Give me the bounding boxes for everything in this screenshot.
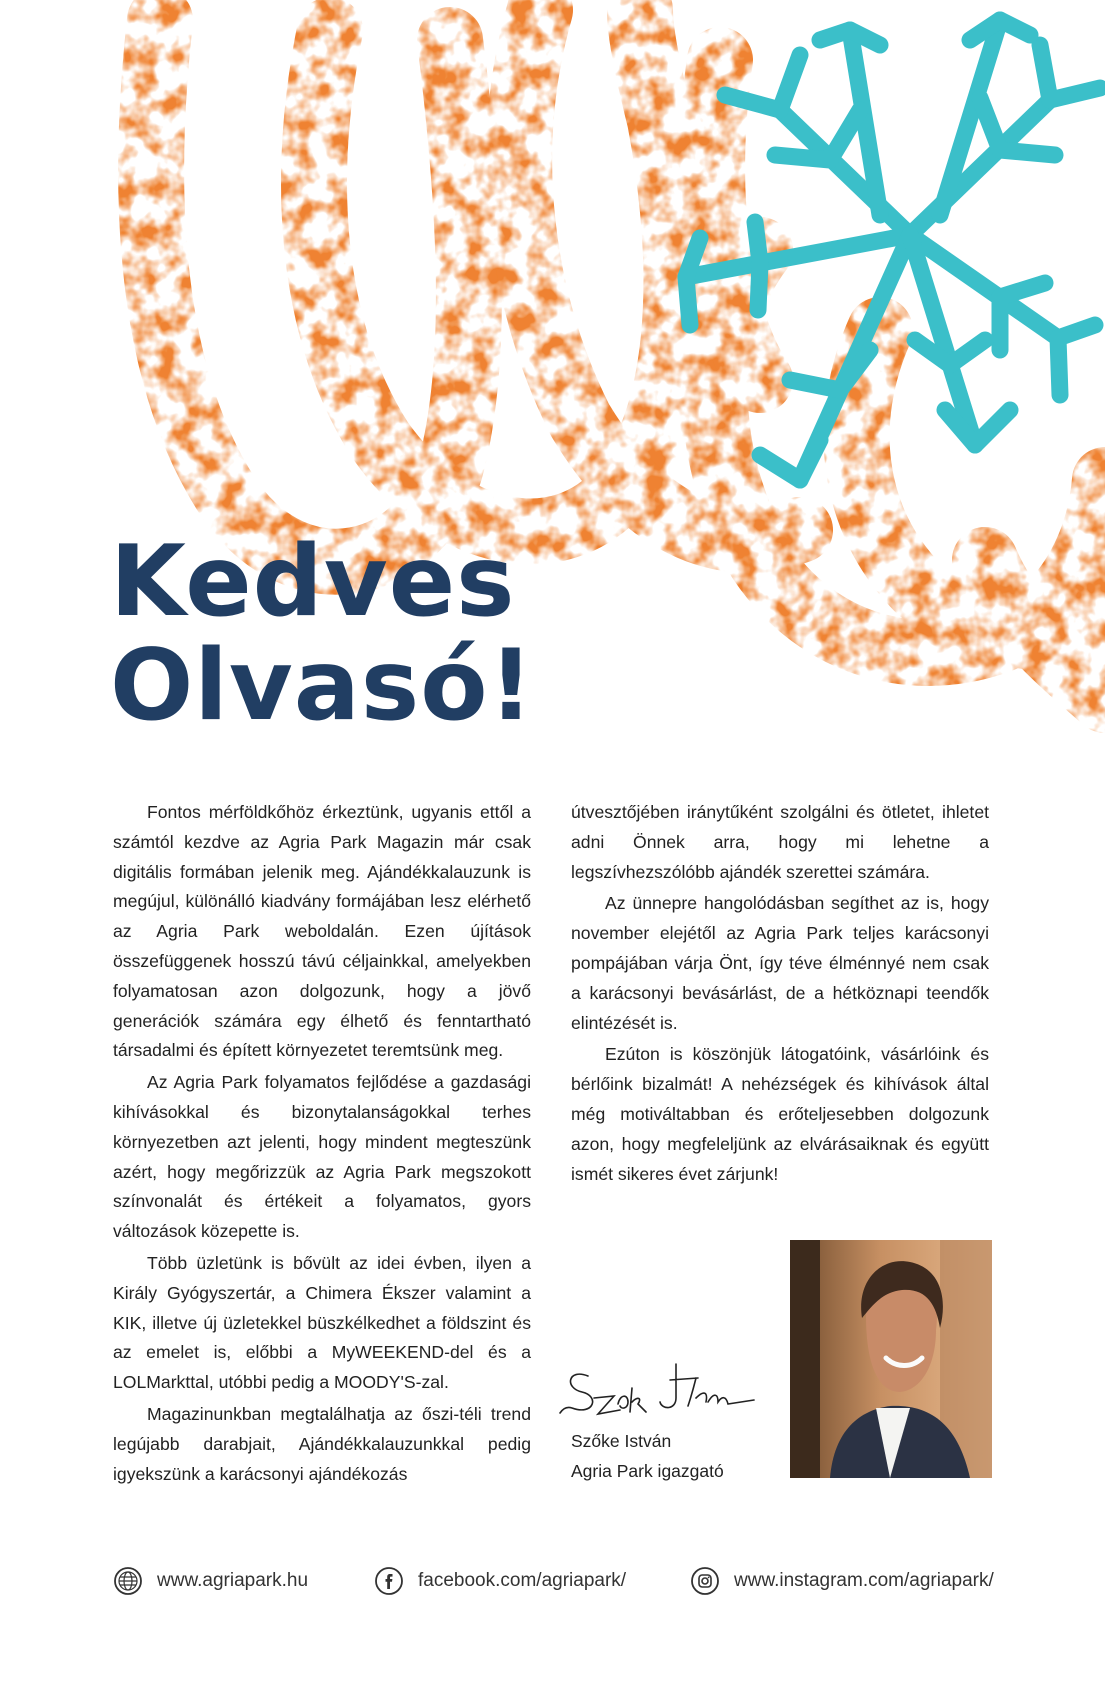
paragraph: Több üzletünk is bővült az idei évben, ilyen a Király Gyógyszertár, a Chimera Ékszer valamint a KIK, illetve új üzletekkel büszkélkedhet a földszint és az emelet is, előbbi a MyWEEKEND-del és a LOLMarkttal, utóbbi pedig a MOODY'S-zal. xyxy=(113,1252,531,1393)
title-line-2: Olvasó! xyxy=(110,629,535,743)
letter-column-left xyxy=(113,798,531,1491)
signatory-role: Agria Park igazgató xyxy=(571,1461,724,1481)
website-link[interactable] xyxy=(113,1564,308,1598)
instagram-url: www.instagram.com/agriapark/ xyxy=(734,1570,994,1591)
title-line-1: Kedves xyxy=(110,525,516,639)
letter-column-right xyxy=(571,798,989,1191)
instagram-icon xyxy=(690,1566,720,1596)
paragraph: útvesztőjében iránytűként szolgálni és ötletet, ihletet adni Önnek arra, hogy mi lehetne a legszívhezszólóbb ajándék szerettei számára. xyxy=(571,802,989,882)
instagram-link[interactable] xyxy=(690,1564,994,1598)
signatory-name: Szőke István xyxy=(571,1431,672,1451)
page-title xyxy=(110,525,535,743)
paragraph: Az Agria Park folyamatos fejlődése a gazdasági kihívásokkal és bizonytalanságokkal terhes környezetben azt jelenti, hogy mindent megteszünk azért, hogy megőrizzük az Agria Park megszokott színvonalát és értékeit a folyamatos, gyors változások közepette is. xyxy=(113,1072,531,1242)
paragraph: Ezúton is köszönjük látogatóink, vásárlóink és bérlőink bizalmát! A nehézségek és kihívások által még motiváltabban és erőteljesebben dolgozunk azon, hogy megfeleljünk az elvárásaiknak és együtt ismét sikeres évet zárjunk! xyxy=(571,1044,989,1184)
portrait-photo xyxy=(790,1240,992,1478)
facebook-url: facebook.com/agriapark/ xyxy=(418,1570,627,1591)
facebook-icon xyxy=(374,1566,404,1596)
globe-icon xyxy=(113,1566,143,1596)
paragraph: Magazinunkban megtalálhatja az őszi-téli trend legújabb darabjait, Ajándékkalauzunkkal pedig igyekszünk a karácsonyi ajándékozás xyxy=(113,1403,531,1484)
paragraph: Az ünnepre hangolódásban segíthet az is, hogy november elejétől az Agria Park teljes karácsonyi pompájában várja Önt, így téve élménnyé nem csak a karácsonyi bevásárlást, de a hétköznapi teendők elintézését is. xyxy=(571,893,989,1033)
website-url: www.agriapark.hu xyxy=(157,1570,309,1591)
handwritten-signature xyxy=(558,1358,758,1418)
paragraph: Fontos mérföldkőhöz érkeztünk, ugyanis ettől a számtól kezdve az Agria Park Magazin már csak digitális formában jelenik meg. Ajándékkalauzunk is megújul, különálló kiadvány formájában lesz elérhető az Agria Park weboldalán. Ezen újítások összefüggenek hosszú távú céljainkkal, amelyekben folyamatosan azon dolgozunk, hogy a jövő generációk számára egy élhető és fenntartható társadalmi és épített környezetet teremtsünk meg. xyxy=(113,802,531,1061)
facebook-link[interactable] xyxy=(374,1564,626,1598)
